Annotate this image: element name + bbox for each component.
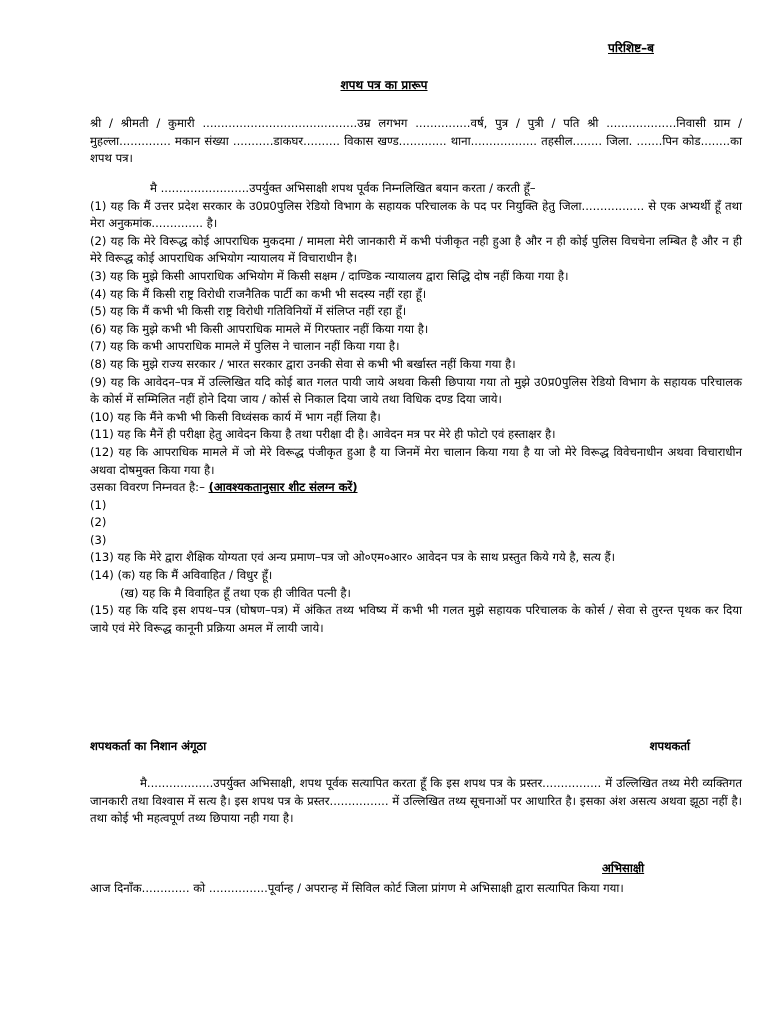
details-label: उसका विवरण निम्नवत है:– [90,480,209,495]
declaration-opening: मै ........................उपर्युक्त अभिसाक्षी शपथ पूर्वक निम्नलिखित बयान करता / करती हूँ– [150,181,536,195]
deponent-details-paragraph: श्री / श्रीमती / कुमारी ..........................................उम्र लगभग ...............वर्ष, पुत्र / पुत्री / पति श्री ...................निवासी ग्राम / मुहल्ला.............. मकान संख्या ...........डाकघर.......... विकास खण्ड............. थाना.................. तहसील........ जिला. .......पिन कोड........का शपथ पत्र। [90,116,742,166]
detail-sub-item-3: (3) [90,532,107,547]
declaration-item-7: (7) यह कि कभी आपराधिक मामले में पुलिस ने चालान नहीं किया गया है। [90,339,400,354]
declaration-item-14b: (ख) यह कि मै विवाहित हूँ तथा एक ही जीवित पत्नी है। [120,585,351,600]
document-title: शपथ पत्र का प्रारूप [340,78,428,92]
deponent-signature-label: अभिसाक्षी [602,861,645,875]
declaration-item-2: (2) यह कि मेरे विरूद्ध कोई आपराधिक मुकदमा / मामला मेरी जानकारी में कभी पंजीकृत नही हुआ है और न ही कोई पुलिस विचचेना लम्बित है और न ही मेरे विरूद्ध कोई आपराधिक अभियोग न्यायालय में विचाराधीन है। [90,233,742,266]
declaration-item-11: (11) यह कि मैनें ही परीक्षा हेतु आवेदन किया है तथा परीक्षा दी है। आवेदन मत्र पर मेरे ही फोटो एवं हस्ताक्षर है। [90,427,556,442]
signature-row [90,738,742,756]
declaration-item-15: (15) यह कि यदि इस शपथ–पत्र (घोषण–पत्र) में अंकित तथ्य भविष्य में कभी भी गलत मुझे सहायक परिचालक के कोर्स / सेवा से तुरन्त पृथक कर दिया जाये एवं मेरे विरूद्ध कानूनी प्रक्रिया अमल में लायी जाये। [90,603,742,635]
details-line [90,479,742,497]
declaration-list [90,180,742,637]
declaration-item-8: (8) यह कि मुझे राज्य सरकार / भारत सरकार द्वारा उनकी सेवा से कभी भी बर्खास्त नहीं किया गया है। [90,356,516,371]
declaration-item-14a: (14) (क) यह कि मैं अविवाहित / विधुर हूँ। [90,568,273,583]
declaration-item-1: (1) यह कि मैं उत्तर प्रदेश सरकार के उ0प्र0पुलिस रेडियो विभाग के सहायक परिचालक के पद पर नियुक्ति हेतु जिला................. से एक अभ्यर्थी हूँ तथा मेरा अनुकमांक.............. है। [90,198,742,231]
thumb-impression-label: शपथकर्ता का निशान अंगूठा [90,739,207,753]
attestation-paragraph: आज दिनाँक............. को ................पूर्वान्ह / अपरान्ह में सिविल कोर्ट जिला प्रांगण मे अभिसाक्षी द्वारा सत्यापित किया गया। [90,881,624,895]
detail-sub-item-1: (1) [90,497,107,512]
declaration-item-10: (10) यह कि मैंने कभी भी किसी विध्वंसक कार्य में भाग नहीं लिया है। [90,409,381,424]
details-note: (आवश्यकतानुसार शीट संलग्न करें) [208,480,358,495]
attestation-section [90,880,742,898]
verification-paragraph: मै..................उपर्युक्त अभिसाक्षी, शपथ पूर्वक सत्यापित करता हूँ कि इस शपथ पत्र के प्रस्तर................ में उल्लिखित तथ्य मेरी व्यक्तिगत जानकारी तथा विश्वास में सत्य है। इस शपथ पत्र के प्रस्तर................ में उल्लिखित तथ्य सूचनाओं पर आधारित है। इसका अंश असत्य अथवा झूठा नहीं है। तथा कोई भी महत्वपूर्ण तथ्य छिपाया नही गया है। [90,776,743,826]
declaration-item-4: (4) यह कि मैं किसी राष्ट्र विरोधी राजनैतिक पार्टी का कभी भी सदस्य नहीं रहा हूँ। [90,286,427,301]
declaration-item-5: (5) यह कि मैं कभी भी किसी राष्ट्र विरोधी गतिविनियों में संलिप्त नहीं रहा हूँ। [90,304,407,319]
declaration-item-6: (6) यह कि मुझे कभी भी किसी आपराधिक मामले में गिरफ्तार नहीं किया गया है। [90,321,429,336]
deponent-label: शपथकर्ता [649,739,690,753]
verification-section [90,775,742,828]
declaration-item-9: (9) यह कि आवेदन–पत्र में उल्लिखित यदि कोई बात गलत पायी जाये अथवा किसी छिपाया गया तो मुझे उ0प्र0पुलिस रेडियो विभाग के सहायक परिचालक के कोर्स में सम्मिलित नहीं होने दिया जाय / कोर्स से निकाल दिया जाये तथा विधिक दण्ड दिया जाये। [90,374,742,407]
declaration-item-3: (3) यह कि मुझे किसी आपराधिक अभियोग में किसी सक्षम / दाण्डिक न्यायालय द्वारा सिद्धि दोष नहीं किया गया है। [90,268,569,283]
annexure-label: परिशिष्ट–ब [608,41,654,55]
detail-sub-item-2: (2) [90,515,107,530]
declaration-item-13: (13) यह कि मेरे द्वारा शैक्षिक योग्यता एवं अन्य प्रमाण–पत्र जो ओ०एम०आर० आवेदन पत्र के साथ प्रस्तुत किये गये है, सत्य हैं। [90,550,616,565]
declaration-item-12: (12) यह कि आपराधिक मामले में जो मेरे विरूद्ध पंजीकृत हुआ है या जिनमें मेरा चालान किया गया है या जो मेरे विरूद्ध विवेचनाधीन अथवा विचाराधीन अथवा दोषमुक्त किया गया है। [90,444,742,477]
